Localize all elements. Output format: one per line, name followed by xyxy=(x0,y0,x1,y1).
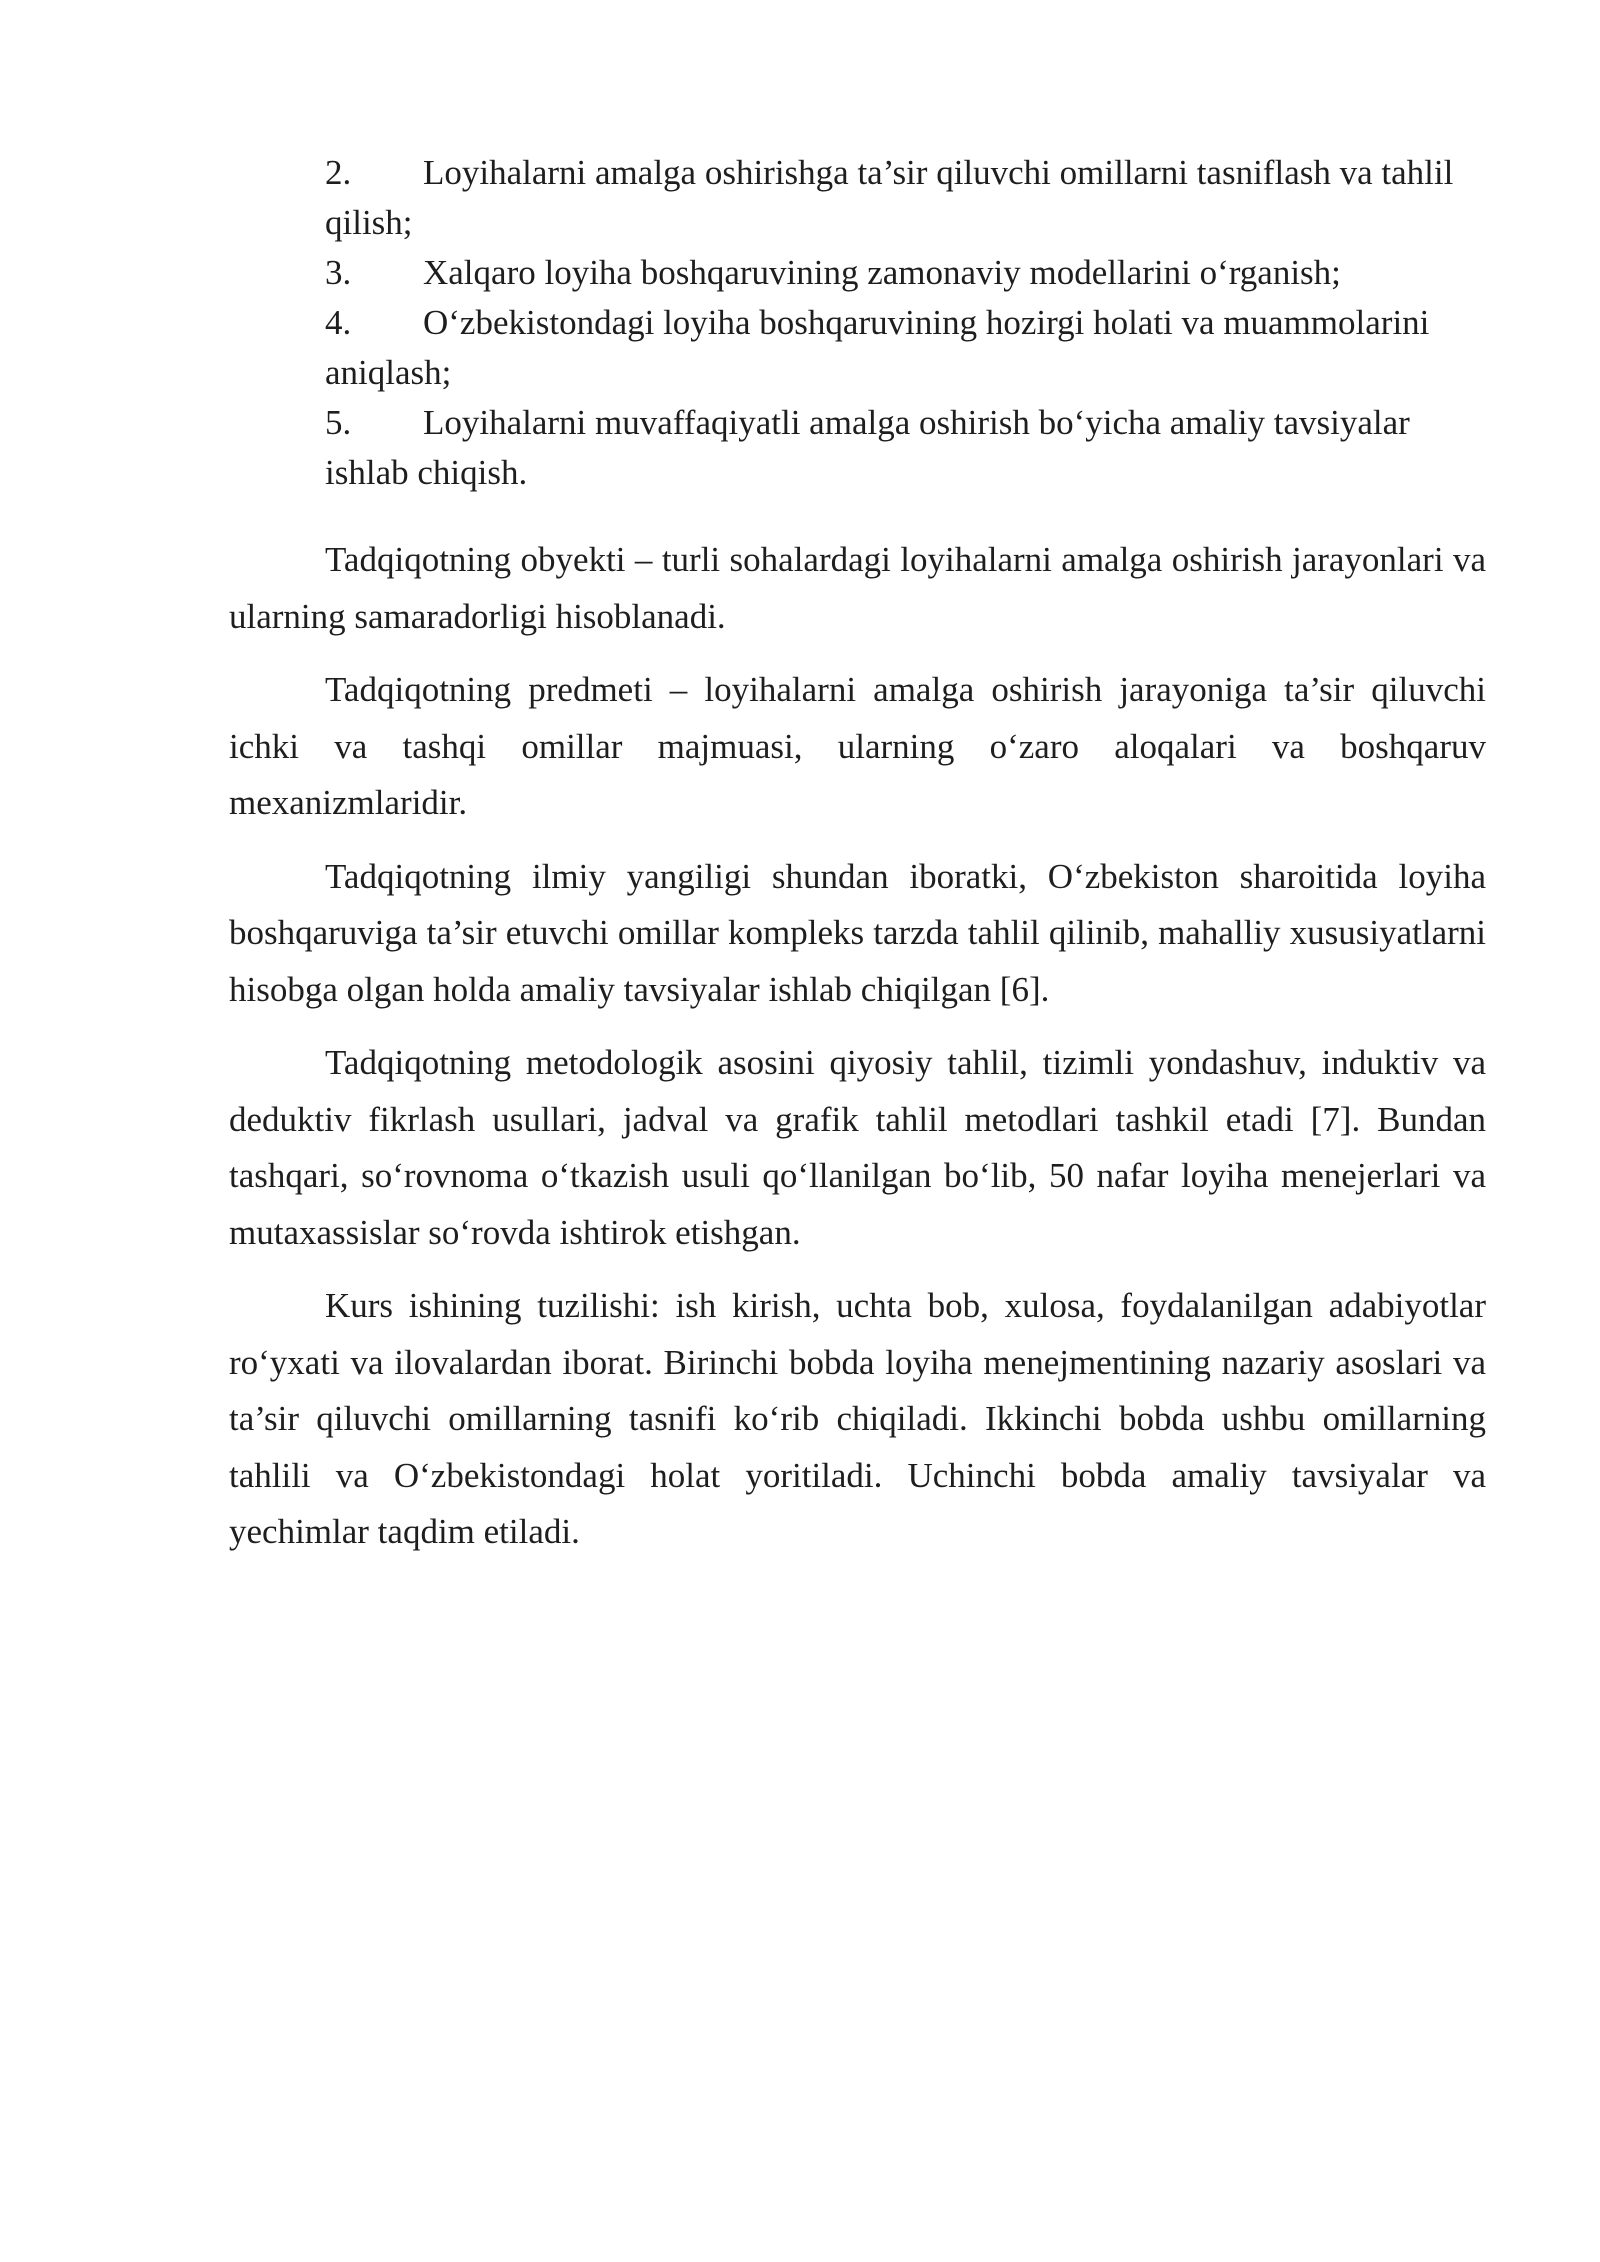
paragraph-structure: Kurs ishining tuzilishi: ish kirish, uchta bob, xulosa, foydalanilgan adabiyotlar ro‘yxati va ilovalardan iborat. Birinchi bobda loyiha menejmentining nazariy asoslari va ta’sir qiluvchi omillarning tasnifi ko‘rib chiqiladi. Ikkinchi bobda ushbu omillarning tahlili va O‘zbekistondagi holat yoritiladi. Uchinchi bobda amaliy tavsiyalar va yechimlar taqdim etiladi. xyxy=(229,1286,1486,1551)
list-item-text: O‘zbekistondagi loyiha boshqaruvining hozirgi holati va muammolarini aniqlash; xyxy=(325,303,1430,392)
list-item-number: 4. xyxy=(325,303,352,342)
list-item xyxy=(325,298,1486,398)
list-item-text: Xalqaro loyiha boshqaruvining zamonaviy modellarini o‘rganish; xyxy=(423,253,1341,292)
paragraph-scientific-novelty: Tadqiqotning ilmiy yangiligi shundan iboratki, O‘zbekiston sharoitida loyiha boshqaruviga ta’sir etuvchi omillar kompleks tarzda tahlil qilinib, mahalliy xususiyatlarni hisobga olgan holda amaliy tavsiyalar ishlab chiqilgan [6]. xyxy=(229,856,1486,1009)
list-item xyxy=(325,248,1486,298)
list-item-number: 2. xyxy=(325,153,352,192)
list-item xyxy=(325,148,1486,248)
list-item xyxy=(325,398,1486,498)
paragraph-research-object: Tadqiqotning obyekti – turli sohalardagi loyihalarni amalga oshirish jarayonlari va ularning samaradorligi hisoblanadi. xyxy=(229,540,1486,636)
paragraph-research-subject: Tadqiqotning predmeti – loyihalarni amalga oshirish jarayoniga ta’sir qiluvchi ichki va tashqi omillar majmuasi, ularning o‘zaro aloqalari va boshqaruv mexanizmlaridir. xyxy=(229,670,1486,822)
list-item-text: Loyihalarni amalga oshirishga ta’sir qiluvchi omillarni tasniflash va tahlil qilish; xyxy=(325,153,1454,242)
list-item-number: 5. xyxy=(325,403,352,442)
list-item-text: Loyihalarni muvaffaqiyatli amalga oshirish bo‘yicha amaliy tavsiyalar ishlab chiqish. xyxy=(325,403,1410,492)
document-body xyxy=(229,148,1486,1561)
list-item-number: 3. xyxy=(325,253,352,292)
paragraph-methodology: Tadqiqotning metodologik asosini qiyosiy tahlil, tizimli yondashuv, induktiv va deduktiv fikrlash usullari, jadval va grafik tahlil metodlari tashkil etadi [7]. Bundan tashqari, so‘rovnoma o‘tkazish usuli qo‘llanilgan bo‘lib, 50 nafar loyiha menejerlari va mutaxassislar so‘rovda ishtirok etishgan. xyxy=(229,1043,1486,1252)
numbered-list xyxy=(229,148,1486,498)
